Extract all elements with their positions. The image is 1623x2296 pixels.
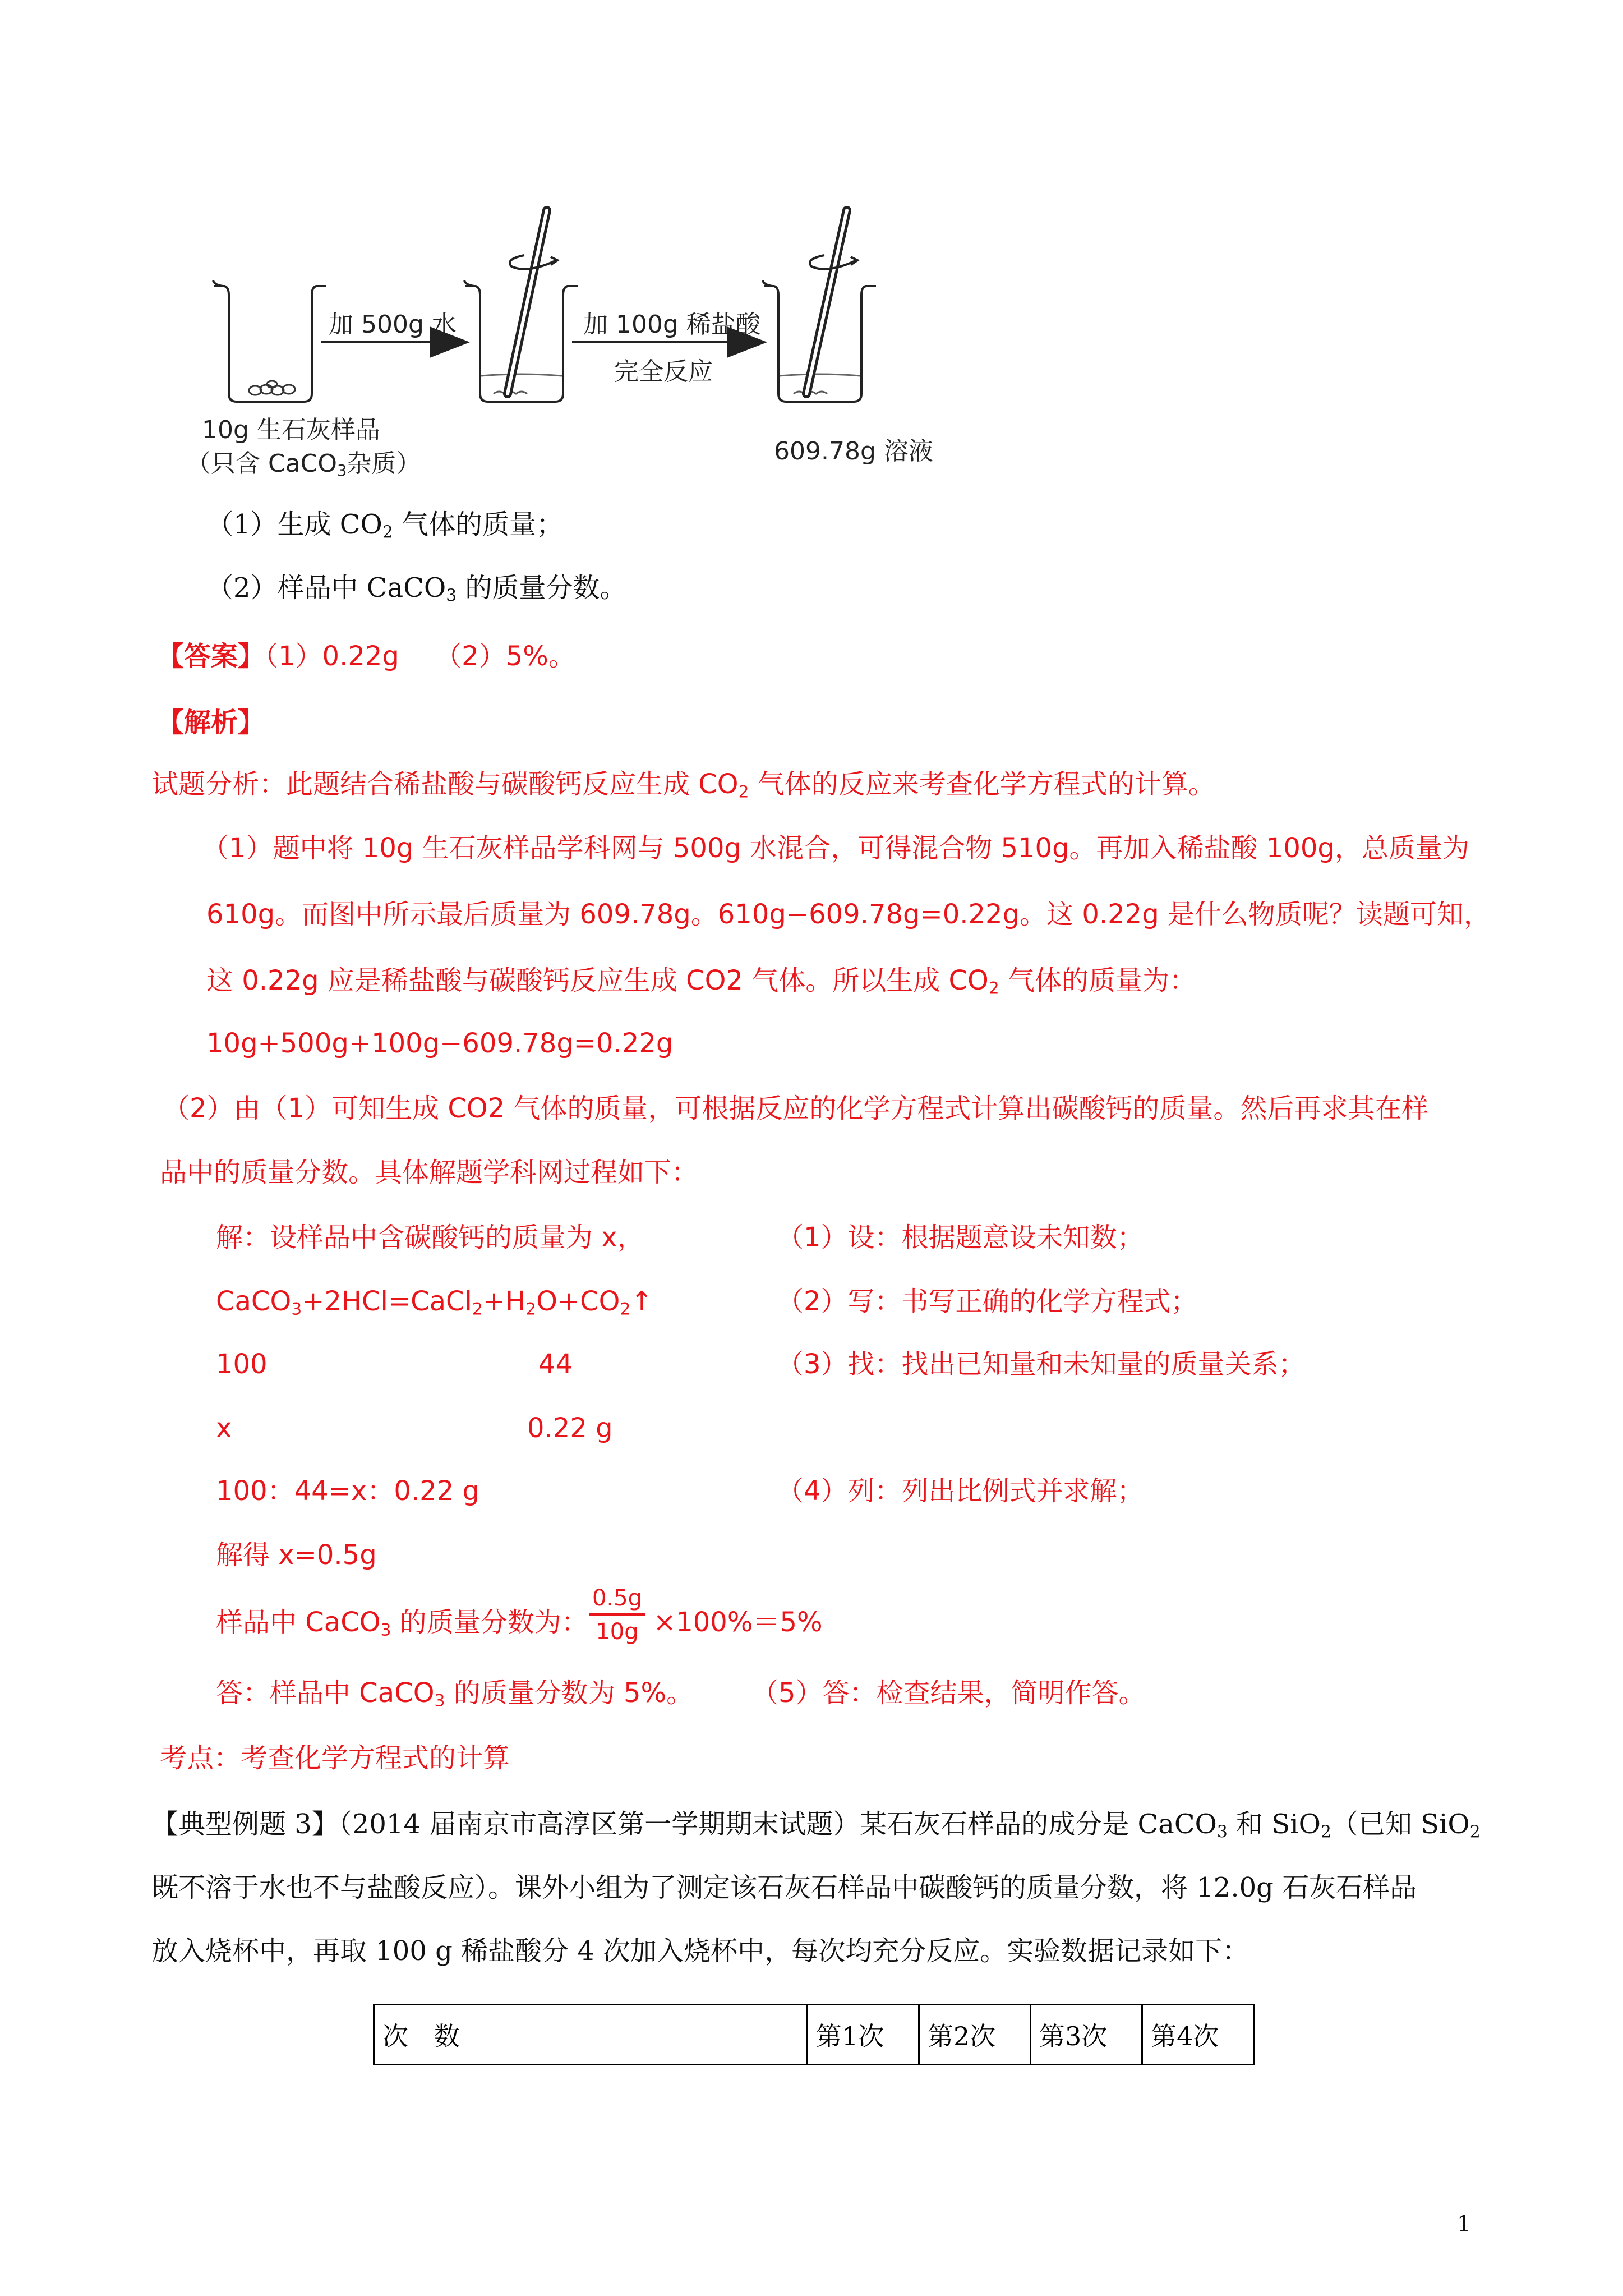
final-answer: 答：样品中 CaCO$_3$ 的质量分数为 5%。	[216, 1677, 694, 1711]
question-2: （2）样品中 CaCO$_3$ 的质量分数。	[206, 572, 627, 606]
beaker1-label-line1: 10g 生石灰样品	[202, 416, 380, 444]
unknown-x: x	[216, 1412, 232, 1444]
experiment-figure	[186, 185, 942, 482]
analysis-p1-line1: （1）题中将 10g 生石灰样品学科网与 500g 水混合，可得混合物 510g。再加入稀盐酸 100g，总质量为	[202, 832, 1469, 864]
fraction-denominator: 10g	[596, 1619, 639, 1645]
answer-heading: 【答案】	[157, 641, 265, 672]
ratio: 100：44=x：0.22 g	[216, 1475, 479, 1507]
table-row	[374, 2005, 1254, 2065]
known-co2: 0.22 g	[527, 1412, 613, 1444]
beaker1-label-line2: （只含 CaCO$_3$杂质）	[186, 449, 421, 480]
beaker3-label: 609.78g 溶液	[774, 437, 933, 466]
table-header-cell: 第1次	[808, 2005, 919, 2065]
solved-x: 解得 x=0.5g	[216, 1539, 377, 1571]
liquid-line-2	[481, 374, 562, 376]
step1-arrow-label: 加 500g 水	[329, 310, 457, 339]
analysis-heading: 【解析】	[157, 707, 265, 738]
analysis-p1-line2: 610g。而图中所示最后质量为 609.78g。610g−609.78g=0.22g。这 0.22g 是什么物质呢？读题可知，	[206, 899, 1491, 930]
solution-set: 解：设样品中含碳酸钙的质量为 x，	[216, 1222, 644, 1253]
step-1: （1）设：根据题意设未知数；	[777, 1222, 1144, 1253]
fraction-tail: ×100%＝5%	[653, 1607, 823, 1638]
table-header-cell: 次 数	[374, 2005, 808, 2065]
answer-line	[157, 639, 575, 673]
analysis-p1-formula: 10g+500g+100g−609.78g=0.22g	[206, 1028, 674, 1059]
mass-fraction	[589, 1585, 645, 1646]
mass-caco3: 100	[216, 1349, 268, 1380]
analysis-p2-line2: 品中的质量分数。具体解题学科网过程如下：	[160, 1157, 699, 1188]
table-header-cell: 第3次	[1031, 2005, 1142, 2065]
sample-pellets	[249, 381, 295, 395]
beaker-1	[213, 280, 326, 402]
exam-point: 考点：考查化学方程式的计算	[160, 1742, 510, 1774]
step-4: （4）列：列出比例式并求解；	[777, 1475, 1144, 1507]
analysis-intro: 试题分析：此题结合稀盐酸与碳酸钙反应生成 $CO_2$ 气体的反应来考查化学方程式的计算。	[151, 769, 1215, 802]
experiment-data-table	[373, 2004, 1255, 2065]
chemical-equation: $CaCO_3+2HCl=CaCl_2+H_2O+CO_2↑$	[216, 1286, 653, 1319]
answer-text: （1）0.22g （2）5%。	[265, 641, 575, 672]
analysis-p2-line1: （2）由（1）可知生成 CO2 气体的质量，可根据反应的化学方程式计算出碳酸钙的质量。然后再求其在样	[163, 1093, 1429, 1124]
stir-rod-2	[508, 210, 557, 394]
step-5: （5）答：检查结果，简明作答。	[751, 1677, 1146, 1709]
fraction-line-prefix: 样品中 CaCO$_3$ 的质量分数为：	[216, 1607, 588, 1640]
stir-rod-3	[806, 210, 857, 394]
page-number: 1	[1457, 2211, 1472, 2237]
example3-line2: 既不溶于水也不与盐酸反应）。课外小组为了测定该石灰石样品中碳酸钙的质量分数，将 12.0g 石灰石样品	[151, 1872, 1417, 1903]
step2-arrow-label-bottom: 完全反应	[614, 357, 713, 386]
question-1: （1）生成 $CO_2$ 气体的质量；	[206, 509, 564, 542]
table-header-cell: 第2次	[919, 2005, 1031, 2065]
step-3: （3）找：找出已知量和未知量的质量关系；	[777, 1349, 1306, 1380]
analysis-p1-line3: 这 0.22g 应是稀盐酸与碳酸钙反应生成 CO2 气体。所以生成 $CO_2$ 气体的质量为：	[206, 965, 1196, 999]
example3-line1: 【典型例题 3】（2014 届南京市高淳区第一学期期末试题）某石灰石样品的成分是 CaCO$_3$ 和 SiO$_2$（已知 SiO$_2$	[151, 1809, 1481, 1842]
mass-co2: 44	[538, 1349, 573, 1380]
fraction-numerator: 0.5g	[589, 1585, 645, 1616]
liquid-line-3	[780, 374, 860, 376]
step2-arrow-label-top: 加 100g 稀盐酸	[583, 310, 760, 339]
table-header-cell: 第4次	[1142, 2005, 1254, 2065]
example3-line3: 放入烧杯中，再取 100 g 稀盐酸分 4 次加入烧杯中，每次均充分反应。实验数据记录如下：	[151, 1935, 1249, 1967]
step-2: （2）写：书写正确的化学方程式；	[777, 1286, 1198, 1317]
